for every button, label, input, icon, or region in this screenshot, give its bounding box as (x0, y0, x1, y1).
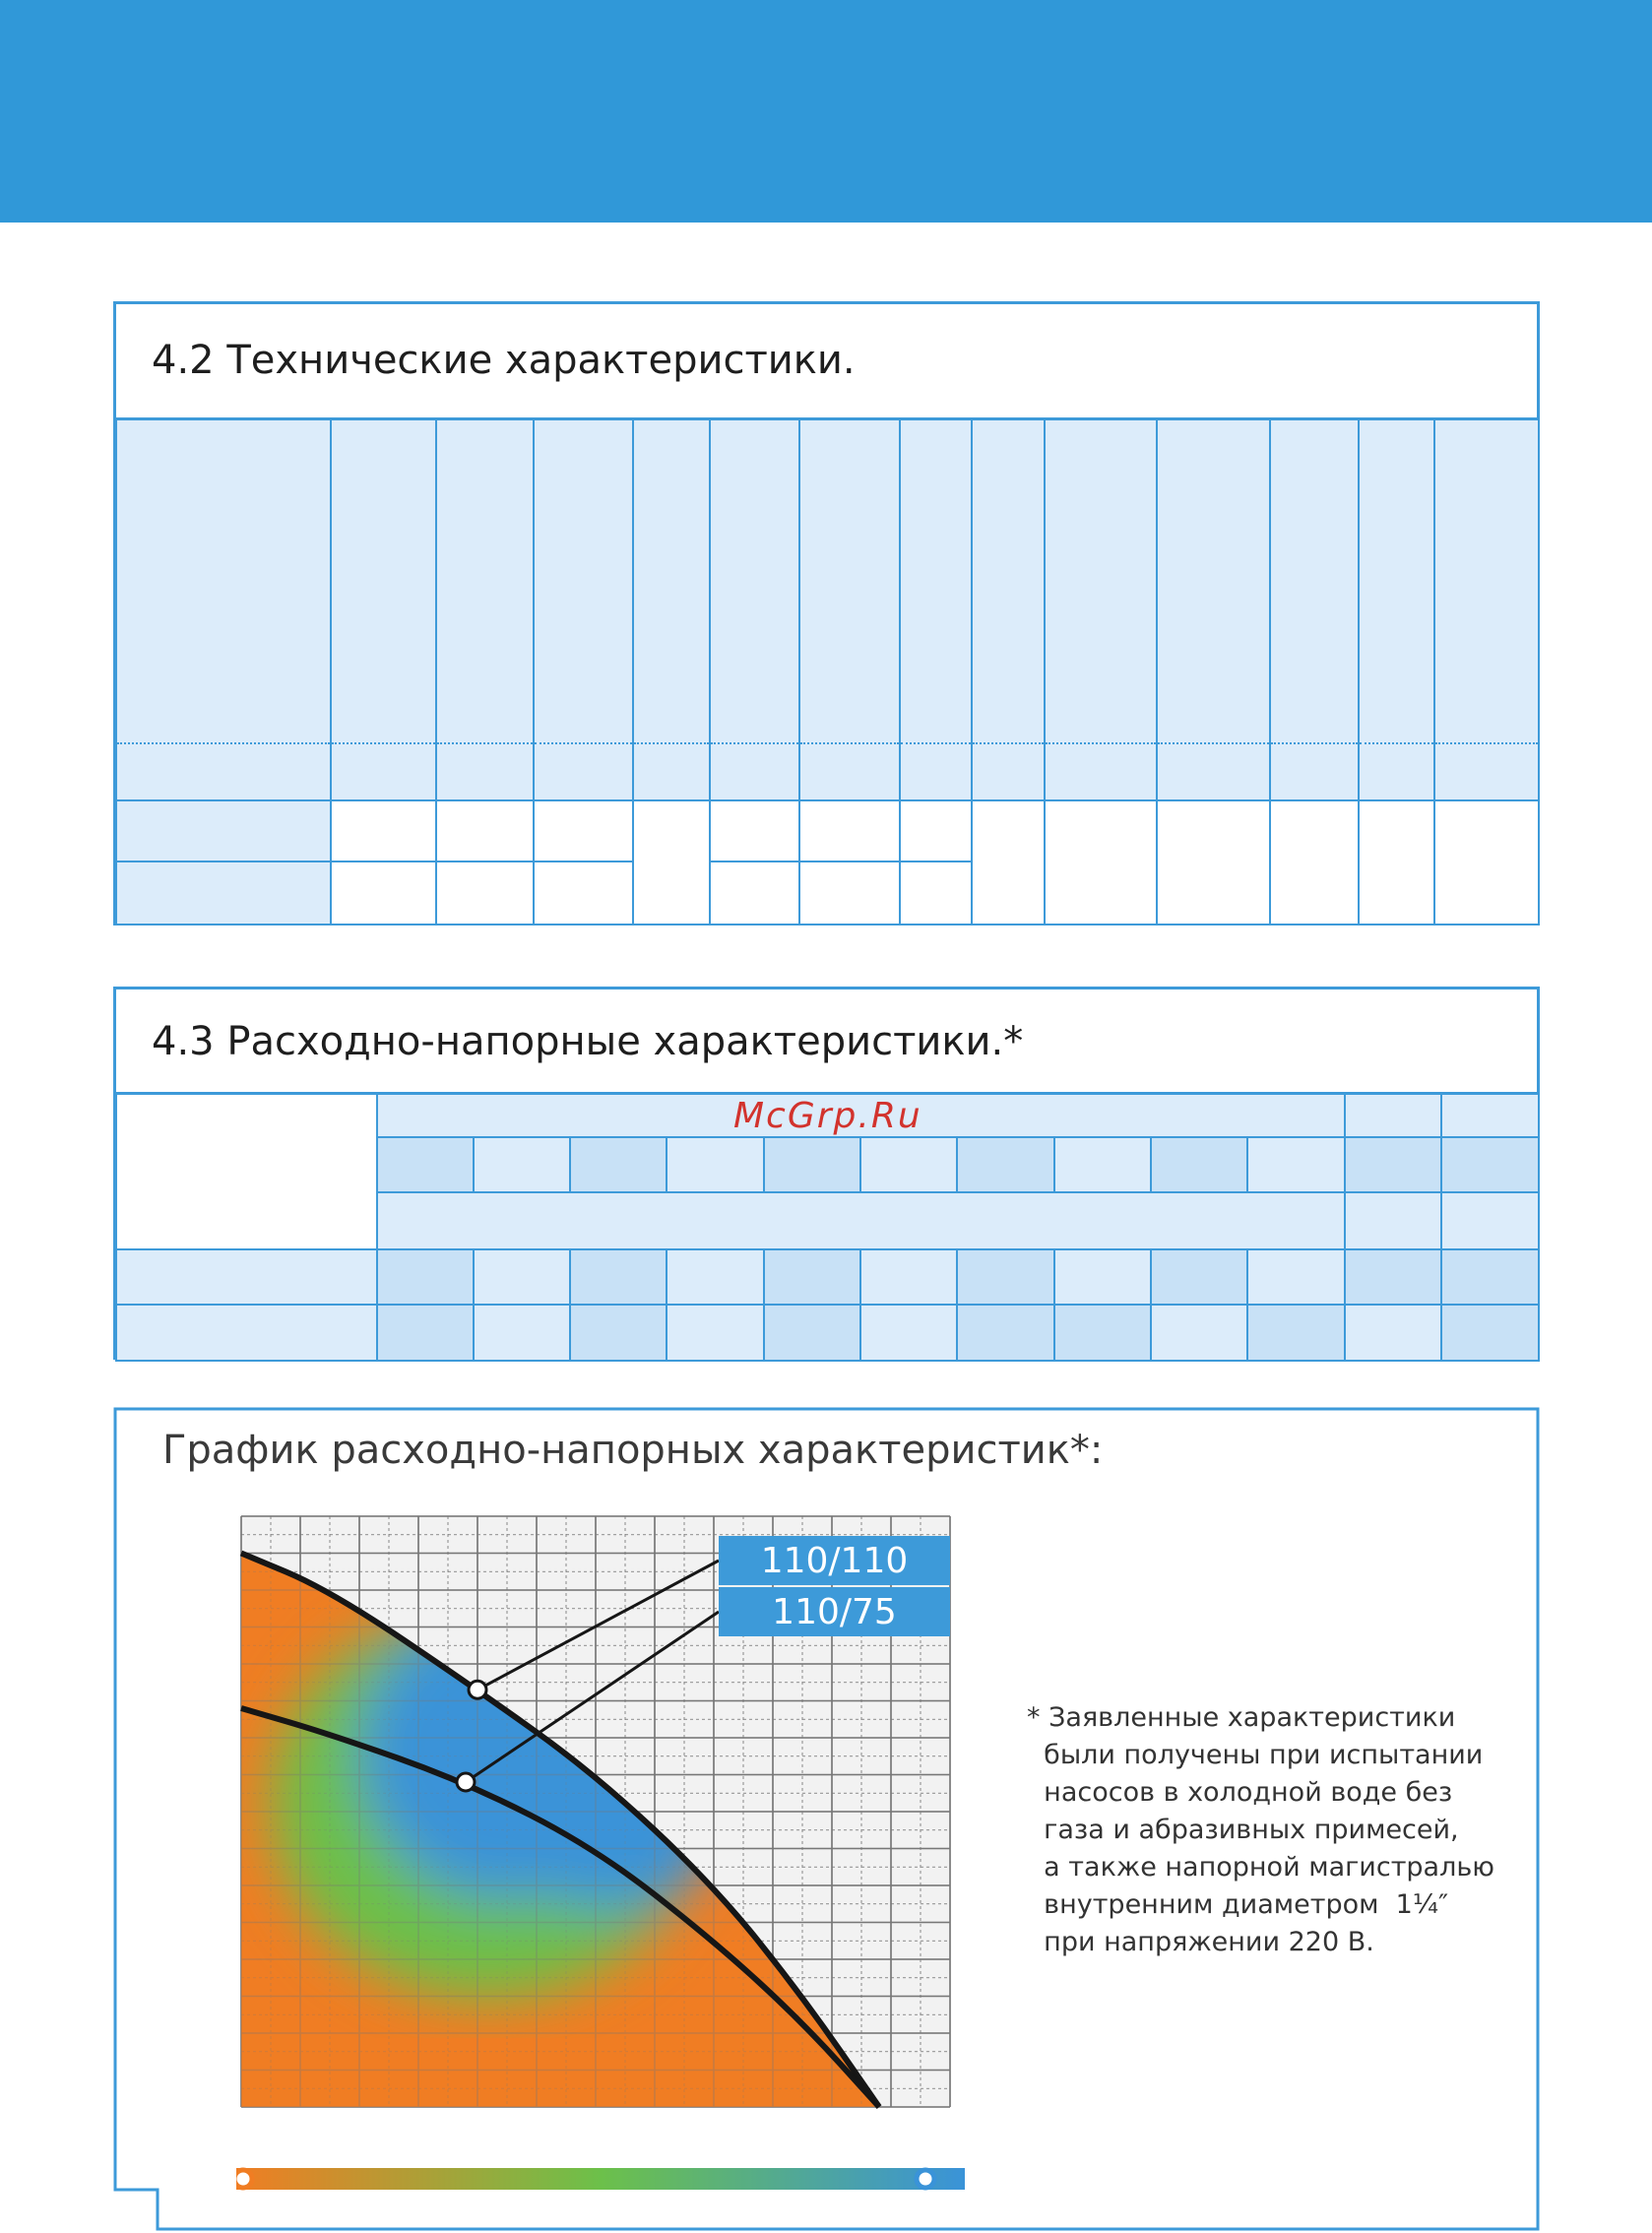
scale-end-marker (917, 2170, 934, 2188)
series-label: 110/110 (760, 1541, 909, 1581)
series-marker (469, 1681, 486, 1698)
scale-start-marker (236, 2170, 252, 2188)
note-line: а также напорной магистралью (1027, 1852, 1495, 1882)
series-marker (457, 1773, 475, 1791)
note-line: насосов в холодной воде без (1027, 1777, 1453, 1808)
section-title-4-2: 4.2 Технические характеристики. (152, 338, 856, 383)
flow-head-chart (236, 1506, 965, 2196)
note-line: при напряжении 220 В. (1027, 1927, 1374, 1957)
note-line: внутренним диаметром 1¼″ (1027, 1889, 1449, 1920)
note-line: * Заявленные характеристики (1027, 1702, 1456, 1733)
note-line: были получены при испытании (1027, 1740, 1484, 1770)
chart-footnote (1027, 1699, 1519, 1961)
section-title-4-3: 4.3 Расходно-напорные характеристики.* (152, 1019, 1024, 1064)
watermark: McGrp.Ru (733, 1096, 922, 1136)
chart-title: График расходно-напорных характеристик*: (162, 1428, 1104, 1473)
note-line: газа и абразивных примесей, (1027, 1815, 1459, 1845)
color-scale-bar (236, 2168, 965, 2190)
series-label: 110/75 (772, 1592, 897, 1632)
